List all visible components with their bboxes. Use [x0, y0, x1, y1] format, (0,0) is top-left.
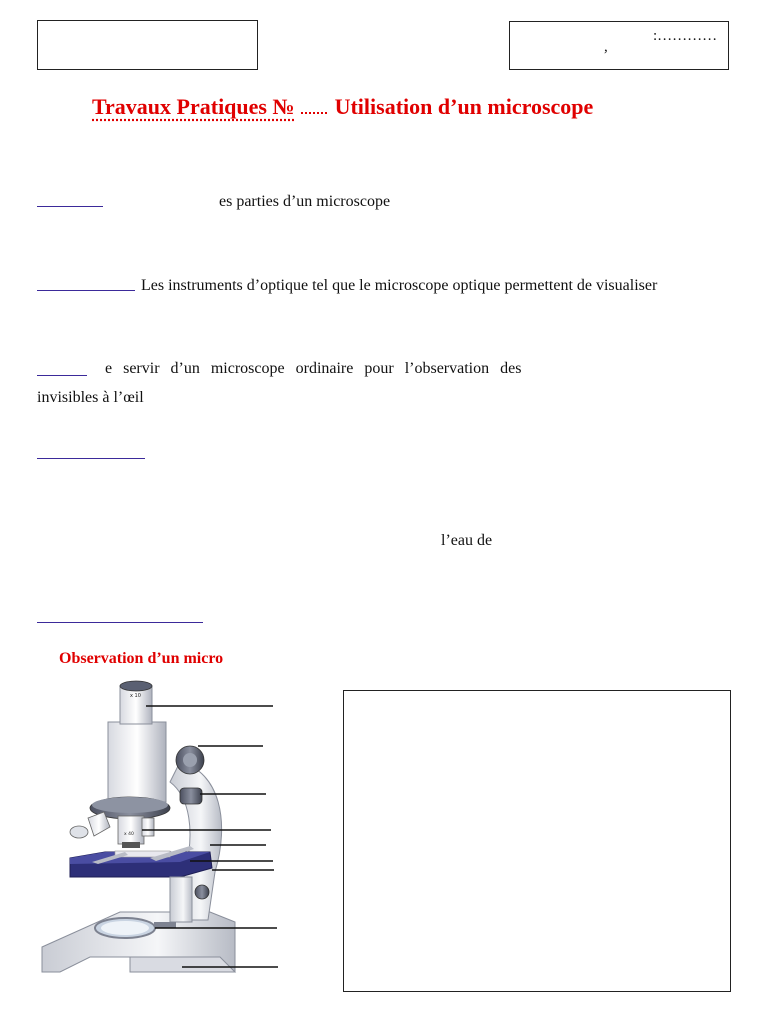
heading-underline-3	[37, 375, 87, 376]
heading-underline-4	[37, 458, 145, 459]
page-title	[92, 94, 593, 120]
title-part2: Utilisation d’un microscope	[334, 94, 594, 119]
text-line-2: Les instruments d’optique tel que le microscope optique permettent de visualiser	[141, 277, 658, 294]
objective-label: x 40	[124, 832, 134, 837]
eyepiece-label: x 10	[130, 693, 141, 699]
observation-heading: Observation d’un micro	[59, 650, 224, 667]
text-line-3b: invisibles à l’œil	[37, 389, 144, 406]
fine-knob-upper	[180, 788, 202, 804]
heading-underline-6	[37, 622, 203, 623]
heading-underline-1	[37, 206, 103, 207]
title-part1: Travaux Pratiques №	[92, 94, 295, 119]
drawing-answer-box	[343, 690, 731, 992]
header-right-box	[509, 21, 729, 70]
stage-support	[170, 877, 192, 922]
header-comma: ,	[604, 39, 608, 55]
title-number-blank	[301, 112, 327, 114]
header-dots: :…………	[653, 28, 718, 44]
fine-focus-knob	[195, 885, 209, 899]
text-line-1: es parties d’un microscope	[219, 193, 391, 210]
microscope-tube	[108, 681, 166, 802]
text-line-3: e servir d’un microscope ordinaire pour l’observation des	[105, 360, 522, 377]
header-left-box	[37, 20, 258, 70]
heading-underline-2	[37, 290, 135, 291]
text-line-5: l’eau de	[441, 532, 493, 549]
microscope-illustration	[30, 672, 330, 992]
